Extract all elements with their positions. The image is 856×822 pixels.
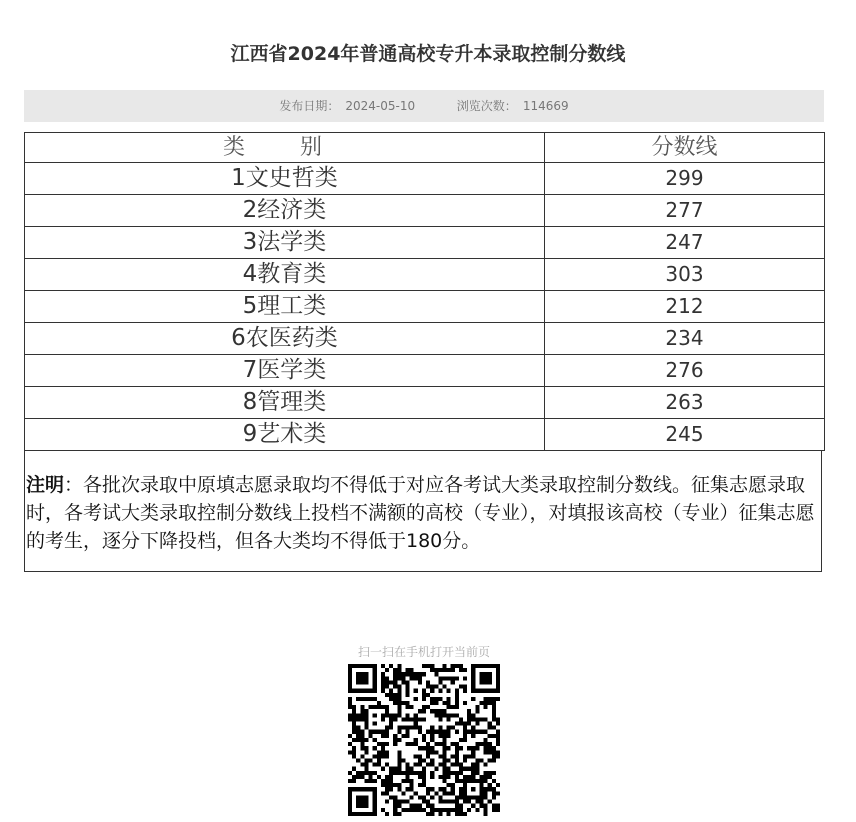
publish-date-label: 发布日期： [279,99,340,113]
view-count [457,90,569,122]
category-cell: 1文史哲类 [25,163,545,195]
score-cell: 277 [545,195,825,227]
column-header-score: 分数线 [545,133,825,163]
score-cell: 299 [545,163,825,195]
table-header-row [25,133,825,163]
article-meta-bar [24,90,824,122]
view-count-value: 114669 [522,99,569,113]
score-cell: 247 [545,227,825,259]
table-row [25,195,825,227]
table-row [25,291,825,323]
publish-date-value: 2024-05-10 [345,99,416,113]
category-cell: 2经济类 [25,195,545,227]
table-row [25,163,825,195]
table-row [25,259,825,291]
category-cell: 8管理类 [25,387,545,419]
table-row [25,323,825,355]
category-cell: 5理工类 [25,291,545,323]
score-cell: 234 [545,323,825,355]
publish-date [279,90,415,122]
note-section [24,450,822,572]
view-count-label: 浏览次数： [456,99,517,113]
qr-caption: 扫一扫在手机打开当前页 [357,645,490,659]
category-cell: 6农医药类 [25,323,545,355]
score-cell: 303 [545,259,825,291]
score-cell: 212 [545,291,825,323]
note-text: ：各批次录取中原填志愿录取均不得低于对应各考试大类录取控制分数线。征集志愿录取时，各考试大类录取控制分数线上投档不满额的高校（专业），对填报该高校（专业）征集志愿的考生，逐分下降投档，但各大类均不得低于180分。 [26,474,815,552]
score-table [24,132,825,451]
category-cell: 9艺术类 [25,419,545,451]
score-cell: 263 [545,387,825,419]
table-row [25,387,825,419]
column-header-category: 类 别 [25,133,545,163]
qr-code-icon [348,664,500,816]
category-cell: 7医学类 [25,355,545,387]
note-label: 注明 [26,474,65,496]
category-cell: 4教育类 [25,259,545,291]
table-row [25,227,825,259]
page-title: 江西省2024年普通高校专升本录取控制分数线 [230,43,626,65]
score-cell: 245 [545,419,825,451]
table-row [25,419,825,451]
category-cell: 3法学类 [25,227,545,259]
score-cell: 276 [545,355,825,387]
table-row [25,355,825,387]
